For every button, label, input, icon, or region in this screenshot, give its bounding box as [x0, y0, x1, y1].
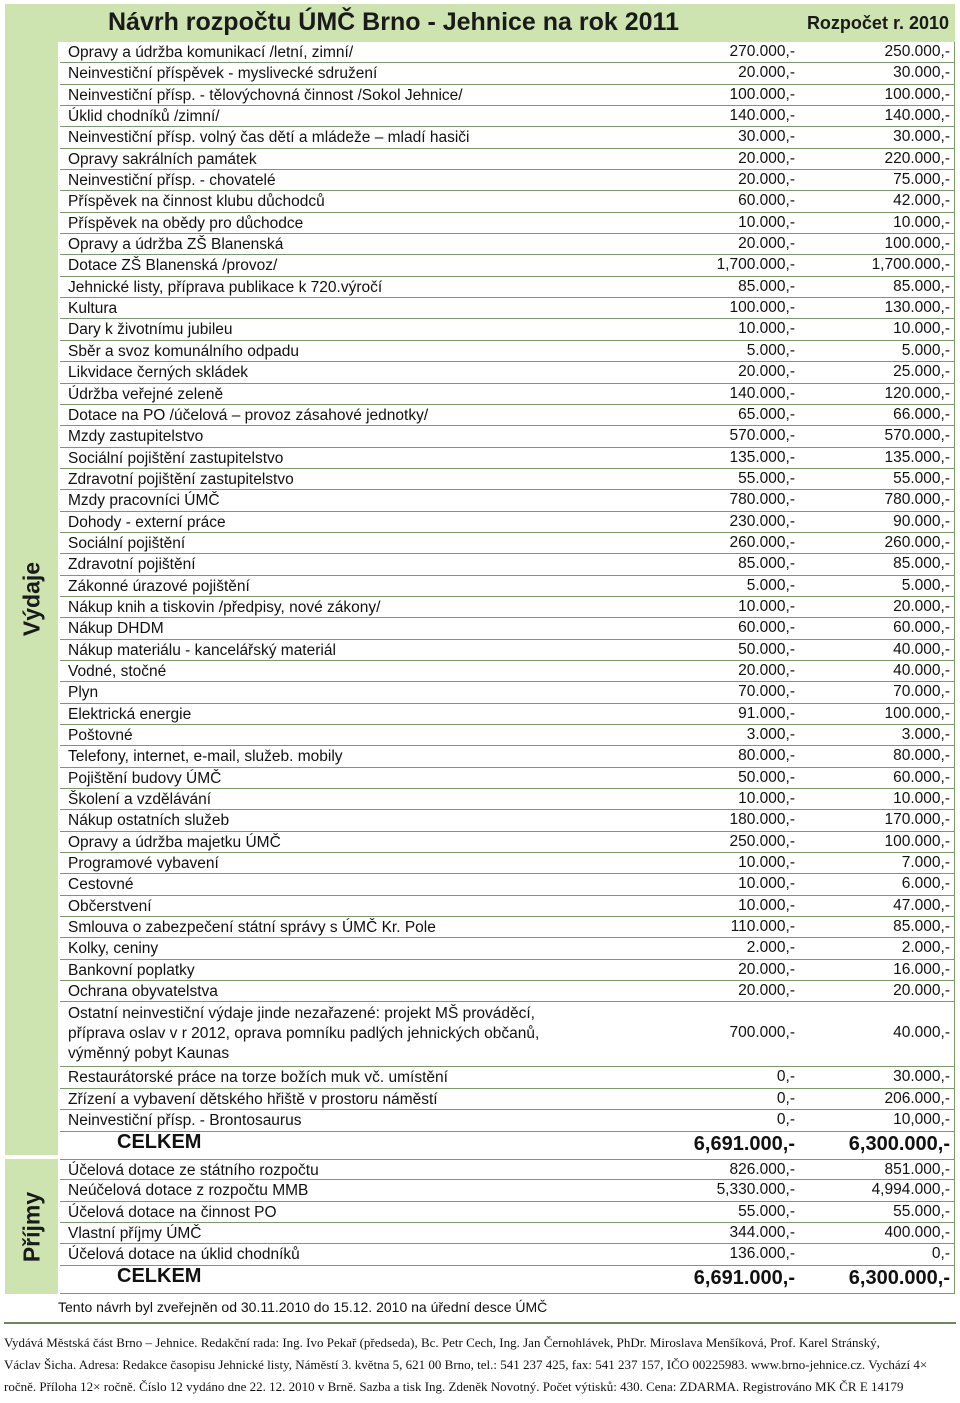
row-value-2011: 20.000,-: [738, 149, 795, 167]
total-value-2010: 6,300.000,-: [848, 1132, 950, 1155]
row-label: Neinvestiční příspěvek - myslivecké sdružení: [68, 65, 378, 83]
row-value-2010: 55.000,-: [893, 469, 950, 487]
row-value-2010: 10.000,-: [893, 213, 950, 231]
row-label-line: příprava oslav v r 2012, oprava pomníku padlých jehnických občanů,: [68, 1025, 540, 1043]
row-value-2010: 135.000,-: [884, 448, 950, 466]
row-value-2011: 140.000,-: [729, 384, 795, 402]
income-table: [60, 1159, 955, 1294]
row-value-2010: 220.000,-: [884, 149, 950, 167]
row-value-2011: 20.000,-: [738, 982, 795, 1000]
row-label: Plyn: [68, 684, 99, 702]
table-row: [60, 405, 955, 426]
row-value-2011: 260.000,-: [729, 533, 795, 551]
row-value-2010: 100.000,-: [884, 235, 950, 253]
budget-column-label: Rozpočet r. 2010: [806, 13, 949, 33]
row-value-2010: 2.000,-: [901, 939, 950, 957]
table-row: [60, 512, 955, 533]
table-row: [60, 853, 955, 874]
row-value-2011: 10.000,-: [738, 597, 795, 615]
row-label: Sběr a svoz komunálního odpadu: [68, 342, 299, 360]
row-value-2010: 85.000,-: [893, 277, 950, 295]
row-value-2011: 20.000,-: [738, 363, 795, 381]
table-row: [60, 682, 955, 703]
prijmy-band: [5, 1159, 58, 1294]
table-row: [60, 1089, 955, 1110]
row-value-2010: 25.000,-: [893, 363, 950, 381]
row-label: Elektrická energie: [68, 705, 192, 723]
row-label: Neinvestiční přísp. - chovatelé: [68, 172, 276, 190]
table-row: [60, 426, 955, 447]
table-row: [60, 63, 955, 84]
row-value-2010: 30.000,-: [893, 64, 950, 82]
row-value-2011: 20.000,-: [738, 171, 795, 189]
table-row: [60, 106, 955, 127]
row-value-2010: 85.000,-: [893, 918, 950, 936]
table-row: [60, 384, 955, 405]
row-label: Zdravotní pojištění: [68, 556, 196, 574]
table-row: [60, 448, 955, 469]
table-row: [60, 255, 955, 276]
row-label: Bankovní poplatky: [68, 961, 195, 979]
row-value-2010: 5.000,-: [901, 341, 950, 359]
row-value-2010: 0,-: [931, 1245, 950, 1263]
table-row: [60, 1202, 955, 1223]
table-row: [60, 661, 955, 682]
row-value-2011: 5.000,-: [746, 341, 795, 359]
row-value-2011: 230.000,-: [729, 512, 795, 530]
row-value-2010: 90.000,-: [893, 512, 950, 530]
row-value-2010: 20.000,-: [893, 982, 950, 1000]
table-row-multiline: [60, 1002, 955, 1067]
row-value-2011: 1,700.000,-: [716, 256, 795, 274]
row-value-2011: 30.000,-: [738, 128, 795, 146]
row-value-2010: 70.000,-: [893, 683, 950, 701]
table-row: [60, 810, 955, 831]
row-label: Pojištění budovy ÚMČ: [68, 769, 222, 787]
row-value-2011: 10.000,-: [738, 854, 795, 872]
table-row: [60, 234, 955, 255]
row-label: Příspěvek na činnost klubu důchodců: [68, 193, 325, 211]
row-value-2011: 135.000,-: [729, 448, 795, 466]
row-value-2010: 42.000,-: [893, 192, 950, 210]
row-value-2010: 40.000,-: [893, 661, 950, 679]
row-value-2011: 80.000,-: [738, 747, 795, 765]
row-label: Cestovné: [68, 876, 134, 894]
table-row: [60, 170, 955, 191]
table-row: [60, 298, 955, 319]
table-row: [60, 1223, 955, 1244]
row-value-2011: 10.000,-: [738, 875, 795, 893]
row-value-2011: 55.000,-: [738, 1202, 795, 1220]
table-row: [60, 533, 955, 554]
expense-total-row: [60, 1132, 955, 1160]
row-value-2011: 20.000,-: [738, 661, 795, 679]
table-row: [60, 1244, 955, 1265]
row-value-2011: 100.000,-: [729, 299, 795, 317]
row-label: Likvidace černých skládek: [68, 364, 249, 382]
row-label: Zdravotní pojištění zastupitelstvo: [68, 470, 294, 488]
row-value-2010: 10.000,-: [893, 790, 950, 808]
row-label: Občerstvení: [68, 897, 152, 915]
row-value-2011: 10.000,-: [738, 213, 795, 231]
total-value-2010: 6,300.000,-: [848, 1266, 950, 1289]
footer: [4, 1322, 956, 1398]
table-row: [60, 42, 955, 63]
table-row: [60, 832, 955, 853]
row-label: Poštovné: [68, 727, 133, 744]
table-row: [60, 490, 955, 511]
table-row: [60, 746, 955, 767]
row-label: Sociální pojištění: [68, 534, 186, 552]
row-value-2011: 85.000,-: [738, 277, 795, 295]
row-value-2010: 7.000,-: [901, 854, 950, 872]
row-value-2010: 250.000,-: [884, 43, 950, 60]
row-value-2011: 50.000,-: [738, 640, 795, 658]
table-row: [60, 149, 955, 170]
row-label: Sociální pojištění zastupitelstvo: [68, 449, 284, 467]
row-value-2011: 700.000,-: [729, 1024, 795, 1042]
row-label: Nákup ostatních služeb: [68, 812, 230, 830]
row-value-2011: 10.000,-: [738, 896, 795, 914]
table-row: [60, 277, 955, 298]
row-label: Zákonné úrazové pojištění: [68, 577, 250, 595]
table-row: [60, 789, 955, 810]
row-label: Opravy a údržba ZŠ Blanenská: [68, 236, 284, 254]
row-label: Telefony, internet, e-mail, služeb. mobily: [68, 748, 343, 766]
row-label: Účelová dotace na činnost PO: [68, 1203, 277, 1221]
row-label: Kultura: [68, 300, 118, 318]
row-value-2010: 570.000,-: [884, 427, 950, 445]
row-value-2011: 136.000,-: [729, 1245, 795, 1263]
total-label: CELKEM: [117, 1264, 202, 1287]
row-label: Zřízení a vybavení dětského hřiště v prostoru náměstí: [68, 1090, 438, 1108]
table-row: [60, 640, 955, 661]
table-row: [60, 597, 955, 618]
total-label: CELKEM: [117, 1130, 202, 1153]
row-value-2011: 10.000,-: [738, 320, 795, 338]
row-value-2010: 20.000,-: [893, 597, 950, 615]
row-value-2011: 140.000,-: [729, 107, 795, 125]
row-value-2011: 55.000,-: [738, 469, 795, 487]
row-value-2010: 10.000,-: [893, 320, 950, 338]
row-value-2010: 120.000,-: [884, 384, 950, 402]
row-label: Smlouva o zabezpečení státní správy s ÚMČ Kr. Pole: [68, 919, 436, 937]
row-value-2011: 5,330.000,-: [716, 1181, 795, 1199]
row-value-2010: 40.000,-: [893, 640, 950, 658]
table-row: [60, 554, 955, 575]
row-value-2010: 6.000,-: [901, 875, 950, 893]
row-value-2010: 780.000,-: [884, 491, 950, 509]
row-value-2011: 65.000,-: [738, 405, 795, 423]
row-label: Opravy a údržba komunikací /letní, zimní/: [68, 44, 354, 61]
row-label: Dary k životnímu jubileu: [68, 321, 233, 339]
row-value-2010: 4,994.000,-: [871, 1181, 950, 1199]
table-row: [60, 896, 955, 917]
table-row: [60, 127, 955, 148]
row-value-2010: 100.000,-: [884, 704, 950, 722]
row-label: Úklid chodníků /zimní/: [68, 108, 220, 126]
row-label: Účelová dotace na úklid chodníků: [68, 1246, 300, 1264]
footer-line: ročně. Příloha 12× ročně. Číslo 12 vydáno dne 22. 12. 2010 v Brně. Sazba a tisk Ing. Zdeněk Novotný. Počet výtisků: 430. Cena: ZDARMA. Registrováno MK ČR E 14179: [4, 1379, 904, 1394]
page-title: Návrh rozpočtu ÚMČ Brno - Jehnice na rok 2011: [108, 8, 679, 36]
row-value-2010: 400.000,-: [884, 1224, 950, 1242]
row-value-2010: 3.000,-: [901, 726, 950, 743]
published-note: Tento návrh byl zveřejněn od 30.11.2010 do 15.12. 2010 na úřední desce ÚMČ: [58, 1299, 548, 1315]
row-label: Restaurátorské práce na torze božích muk vč. umístění: [68, 1069, 448, 1087]
row-value-2011: 5.000,-: [746, 576, 795, 594]
vydaje-band: [5, 42, 58, 1155]
income-total-row: [60, 1266, 955, 1294]
row-value-2010: 75.000,-: [893, 171, 950, 189]
table-row: [60, 1159, 955, 1180]
row-label: Účelová dotace ze státního rozpočtu: [68, 1162, 319, 1179]
row-value-2011: 0,-: [776, 1068, 795, 1086]
table-row: [60, 213, 955, 234]
row-value-2010: 47.000,-: [893, 896, 950, 914]
row-value-2011: 50.000,-: [738, 768, 795, 786]
row-label: Neúčelová dotace z rozpočtu MMB: [68, 1182, 309, 1200]
row-value-2010: 170.000,-: [884, 811, 950, 829]
row-value-2011: 20.000,-: [738, 64, 795, 82]
row-label-line: Ostatní neinvestiční výdaje jinde nezařazené: projekt MŠ prováděcí,: [68, 1005, 535, 1023]
table-row: [60, 341, 955, 362]
prijmy-label: Příjmy: [18, 1191, 44, 1262]
row-value-2010: 60.000,-: [893, 768, 950, 786]
row-value-2010: 30.000,-: [893, 1068, 950, 1086]
row-label: Dotace ZŠ Blanenská /provoz/: [68, 257, 278, 275]
row-label: Ochrana obyvatelstva: [68, 983, 218, 1001]
row-value-2011: 20.000,-: [738, 235, 795, 253]
row-value-2011: 60.000,-: [738, 619, 795, 637]
row-label: Opravy sakrálních památek: [68, 150, 257, 168]
row-value-2010: 100.000,-: [884, 832, 950, 850]
header-bar: [5, 4, 955, 42]
table-row: [60, 704, 955, 725]
row-label: Opravy a údržba majetku ÚMČ: [68, 833, 281, 851]
table-row: [60, 618, 955, 639]
row-value-2010: 55.000,-: [893, 1202, 950, 1220]
row-label: Mzdy zastupitelstvo: [68, 428, 204, 446]
table-row: [60, 1110, 955, 1131]
table-row: [60, 960, 955, 981]
row-value-2010: 40.000,-: [893, 1024, 950, 1042]
row-label: Nákup DHDM: [68, 620, 164, 638]
row-value-2011: 0,-: [776, 1089, 795, 1107]
table-row: [60, 917, 955, 938]
row-value-2011: 2.000,-: [746, 939, 795, 957]
row-label: Programové vybavení: [68, 855, 219, 873]
row-value-2011: 180.000,-: [729, 811, 795, 829]
vydaje-label: Výdaje: [18, 561, 44, 636]
row-label: Školení a vzdělávání: [68, 791, 212, 809]
row-label: Mzdy pracovníci ÚMČ: [68, 492, 220, 510]
row-label: Údržba veřejné zeleně: [68, 385, 224, 403]
table-row: [60, 576, 955, 597]
row-value-2011: 91.000,-: [738, 704, 795, 722]
row-value-2011: 10.000,-: [738, 790, 795, 808]
table-row: [60, 85, 955, 106]
row-value-2011: 85.000,-: [738, 555, 795, 573]
row-value-2011: 270.000,-: [729, 43, 795, 60]
row-label-line: výměnný pobyt Kaunas: [68, 1045, 230, 1063]
row-label: Neinvestiční přísp. volný čas dětí a mládeže – mladí hasiči: [68, 129, 470, 147]
row-value-2010: 851.000,-: [884, 1161, 950, 1178]
table-row: [60, 874, 955, 895]
row-value-2010: 16.000,-: [893, 960, 950, 978]
row-value-2010: 100.000,-: [884, 85, 950, 103]
total-value-2011: 6,691.000,-: [693, 1132, 795, 1155]
table-row: [60, 191, 955, 212]
row-value-2011: 3.000,-: [746, 726, 795, 743]
row-value-2010: 30.000,-: [893, 128, 950, 146]
row-label: Vlastní příjmy ÚMČ: [68, 1225, 202, 1243]
row-value-2011: 60.000,-: [738, 192, 795, 210]
table-row: [60, 1067, 955, 1088]
table-row: [60, 725, 955, 746]
row-value-2011: 110.000,-: [730, 918, 795, 936]
row-value-2010: 140.000,-: [884, 107, 950, 125]
row-value-2010: 130.000,-: [884, 299, 950, 317]
row-label: Nákup knih a tiskovin /předpisy, nové zákony/: [68, 598, 381, 616]
footer-line: Vydává Městská část Brno – Jehnice. Redakční rada: Ing. Ivo Pekař (předseda), Bc. Petr Cech, Ing. Jan Černohlávek, PhDr. Miroslava Menšíková, Prof. Karel Stránský,: [4, 1335, 880, 1350]
row-label: [68, 1004, 539, 1064]
row-value-2011: 70.000,-: [738, 683, 795, 701]
table-row: [60, 981, 955, 1002]
row-label: Nákup materiálu - kancelářský materiál: [68, 641, 336, 659]
row-value-2011: 780.000,-: [729, 491, 795, 509]
row-value-2010: 10,000,-: [893, 1111, 950, 1129]
row-label: Neinvestiční přísp. - Brontosaurus: [68, 1112, 302, 1130]
row-label: Vodné, stočné: [68, 662, 167, 680]
row-value-2010: 66.000,-: [893, 405, 950, 423]
table-row: [60, 469, 955, 490]
row-value-2011: 0,-: [776, 1111, 795, 1129]
row-value-2011: 100.000,-: [729, 85, 795, 103]
table-row: [60, 938, 955, 959]
row-value-2011: 570.000,-: [729, 427, 795, 445]
row-label: Příspěvek na obědy pro důchodce: [68, 214, 304, 232]
footer-line: Václav Šicha. Adresa: Redakce časopisu Jehnické listy, Náměstí 3. května 5, 621 00 Brno, tel.: 541 237 425, fax: 541 237 157, IČO 00225983. www.brno-jehnice.cz. Vychází 4×: [4, 1357, 928, 1372]
row-value-2011: 826.000,-: [729, 1161, 795, 1178]
row-value-2010: 260.000,-: [884, 533, 950, 551]
table-row: [60, 1180, 955, 1201]
row-label: Jehnické listy, příprava publikace k 720.výročí: [68, 278, 383, 296]
row-label: Kolky, ceniny: [68, 940, 159, 958]
row-value-2010: 206.000,-: [884, 1089, 950, 1107]
row-value-2010: 1,700.000,-: [871, 256, 950, 274]
table-row: [60, 319, 955, 340]
row-value-2010: 85.000,-: [893, 555, 950, 573]
row-value-2011: 250.000,-: [729, 832, 795, 850]
row-label: Neinvestiční přísp. - tělovýchovná činnost /Sokol Jehnice/: [68, 86, 463, 104]
row-label: Dohody - externí práce: [68, 513, 226, 531]
table-row: [60, 362, 955, 383]
row-value-2011: 20.000,-: [738, 960, 795, 978]
row-value-2010: 60.000,-: [893, 619, 950, 637]
total-value-2011: 6,691.000,-: [693, 1266, 795, 1289]
row-value-2011: 344.000,-: [729, 1224, 795, 1242]
table-row: [60, 768, 955, 789]
expense-table: [60, 42, 955, 1160]
row-value-2010: 5.000,-: [901, 576, 950, 594]
row-label: Dotace na PO /účelová – provoz zásahové jednotky/: [68, 406, 429, 424]
row-value-2010: 80.000,-: [893, 747, 950, 765]
